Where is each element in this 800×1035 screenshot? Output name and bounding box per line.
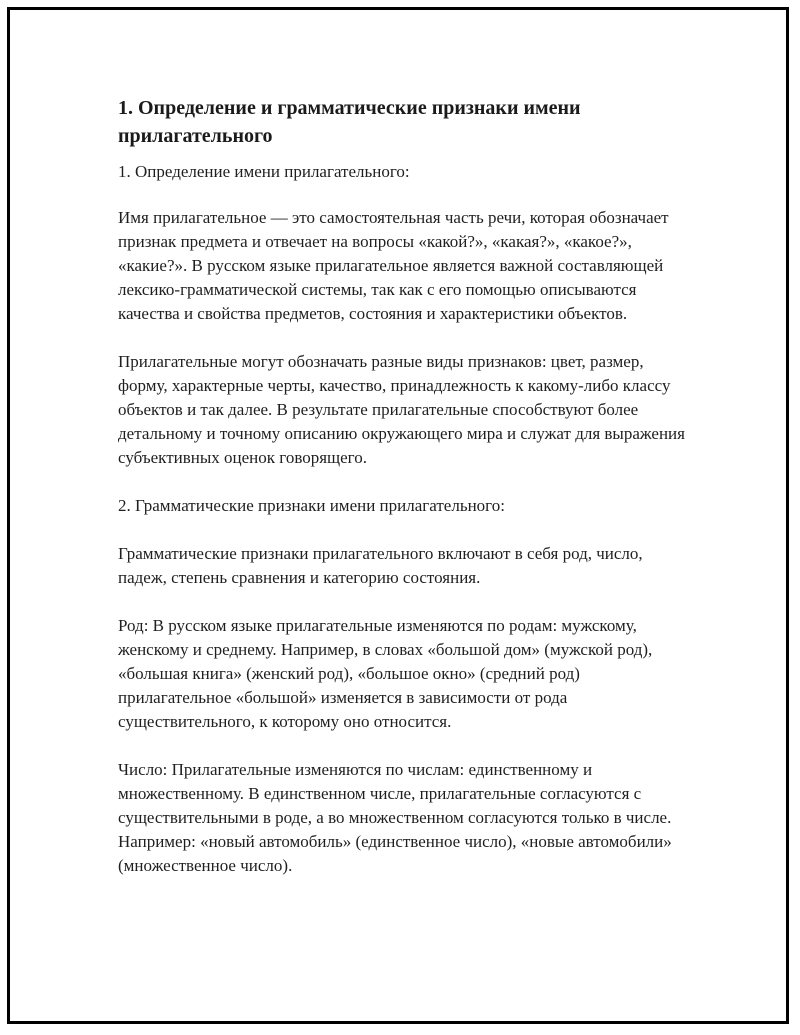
subheading-grammatical-features: 2. Грамматические признаки имени прилагательного: <box>118 496 505 515</box>
paragraph-number: Число: Прилагательные изменяются по числам: единственному и множественному. В единственном числе, прилагательные согласуются с существительными в роде, а во множественном согласуются только в числе. Например: «новый автомобиль» (единственное число), «новые автомобили» (множественное число). <box>118 760 672 875</box>
paragraph-gender: Род: В русском языке прилагательные изменяются по родам: мужскому, женскому и среднему. Например, в словах «большой дом» (мужской род), «большая книга» (женский род), «большое окно» (средний род) прилагательное «большой» изменяется в зависимости от рода существительного, к которому оно относится. <box>118 616 653 731</box>
document-body <box>118 94 688 902</box>
paragraph-grammatical-features: Грамматические признаки прилагательного включают в себя род, число, падеж, степень сравнения и категорию состояния. <box>118 544 643 587</box>
paragraph-definition: Имя прилагательное — это самостоятельная часть речи, которая обозначает признак предмета и отвечает на вопросы «какой?», «какая?», «какое?», «какие?». В русском языке прилагательное является важной составляющей лексико-грамматической системы, так как с его помощью описываются качества и свойства предметов, состояния и характеристики объектов. <box>118 208 669 323</box>
subheading-definition: 1. Определение имени прилагательного: <box>118 162 410 181</box>
document-title: 1. Определение и грамматические признаки имени прилагательного <box>118 97 581 147</box>
paragraph-kinds-of-attributes: Прилагательные могут обозначать разные виды признаков: цвет, размер, форму, характерные черты, качество, принадлежность к какому-либо классу объектов и так далее. В результате прилагательные способствуют более детальному и точному описанию окружающего мира и служат для выражения субъективных оценок говорящего. <box>118 352 685 467</box>
